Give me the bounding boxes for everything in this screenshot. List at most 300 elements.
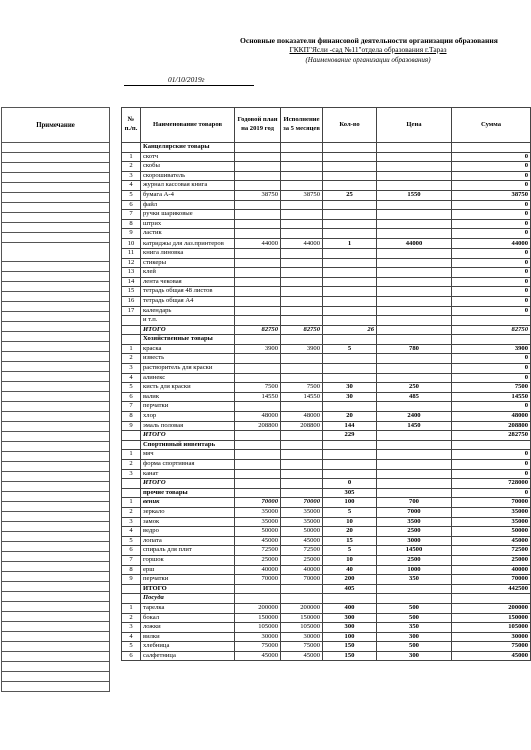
cell-qty: 26 <box>323 325 377 335</box>
cell-exec: 105000 <box>281 623 323 633</box>
cell-price: 3000 <box>377 536 452 546</box>
cell-sum: 35000 <box>452 517 531 527</box>
cell-n: 2 <box>122 507 141 517</box>
notes-row <box>2 422 110 432</box>
cell-price <box>377 469 452 479</box>
cell-sum <box>452 143 531 153</box>
cell-plan: 40000 <box>235 565 281 575</box>
cell-price <box>377 325 452 335</box>
notes-cell <box>2 302 110 312</box>
cell-sum: 70000 <box>452 575 531 585</box>
cell-price: 250 <box>377 383 452 393</box>
notes-row <box>2 352 110 362</box>
cell-exec <box>281 277 323 287</box>
cell-name: журнал кассовая книга <box>141 181 235 191</box>
cell-n <box>122 143 141 153</box>
table-row <box>122 287 531 297</box>
cell-price: 500 <box>377 642 452 652</box>
table-row <box>122 536 531 546</box>
cell-exec <box>281 479 323 489</box>
notes-cell <box>2 592 110 602</box>
notes-cell <box>2 542 110 552</box>
cell-sum: 75000 <box>452 642 531 652</box>
table-row <box>122 152 531 162</box>
table-row <box>122 651 531 661</box>
table-row <box>122 498 531 508</box>
cell-qty: 150 <box>323 642 377 652</box>
cell-name: мяч <box>141 450 235 460</box>
cell-plan <box>235 479 281 489</box>
cell-n: 5 <box>122 190 141 200</box>
cell-plan <box>235 431 281 441</box>
cell-qty <box>323 181 377 191</box>
notes-cell <box>2 213 110 223</box>
cell-sum: 0 <box>452 287 531 297</box>
cell-plan: 70000 <box>235 498 281 508</box>
table-row <box>122 210 531 220</box>
notes-row <box>2 502 110 512</box>
cell-name: растворитель для краски <box>141 364 235 374</box>
cell-sum: 72500 <box>452 546 531 556</box>
cell-sum: 0 <box>452 306 531 316</box>
notes-cell <box>2 382 110 392</box>
notes-row <box>2 532 110 542</box>
cell-qty <box>323 364 377 374</box>
col-header-qty: Кол-во <box>323 108 377 143</box>
cell-exec: 72500 <box>281 546 323 556</box>
cell-plan <box>235 229 281 239</box>
cell-price <box>377 181 452 191</box>
cell-exec <box>281 373 323 383</box>
table-row <box>122 603 531 613</box>
table-row <box>122 364 531 374</box>
cell-sum: 30000 <box>452 632 531 642</box>
cell-name: канат <box>141 469 235 479</box>
notes-row <box>2 342 110 352</box>
cell-n: 3 <box>122 623 141 633</box>
cell-exec: 208800 <box>281 421 323 431</box>
cell-sum: 0 <box>452 258 531 268</box>
cell-name: веник <box>141 498 235 508</box>
notes-row <box>2 432 110 442</box>
table-row <box>122 219 531 229</box>
cell-n: 3 <box>122 171 141 181</box>
cell-n: 4 <box>122 373 141 383</box>
cell-qty <box>323 229 377 239</box>
cell-name: и т.п. <box>141 316 235 326</box>
cell-qty: 10 <box>323 517 377 527</box>
notes-row <box>2 452 110 462</box>
cell-n: 8 <box>122 565 141 575</box>
cell-price <box>377 162 452 172</box>
cell-qty: 305 <box>323 488 377 498</box>
col-header-plan: Годовой план на 2019 год <box>235 108 281 143</box>
cell-qty: 30 <box>323 392 377 402</box>
notes-row <box>2 153 110 163</box>
cell-plan: 30000 <box>235 632 281 642</box>
cell-sum: 150000 <box>452 613 531 623</box>
cell-n: 7 <box>122 402 141 412</box>
cell-name: замок <box>141 517 235 527</box>
cell-price <box>377 296 452 306</box>
table-row <box>122 488 531 498</box>
cell-qty <box>323 594 377 604</box>
cell-qty <box>323 248 377 258</box>
cell-sum: 442500 <box>452 584 531 594</box>
cell-exec <box>281 354 323 364</box>
cell-n: 4 <box>122 181 141 191</box>
cell-exec <box>281 219 323 229</box>
cell-plan <box>235 219 281 229</box>
notes-row <box>2 382 110 392</box>
cell-plan: 48000 <box>235 412 281 422</box>
notes-cell <box>2 422 110 432</box>
cell-price <box>377 440 452 450</box>
notes-header: Примечание <box>2 108 110 143</box>
table-row <box>122 392 531 402</box>
notes-cell <box>2 632 110 642</box>
cell-n: 9 <box>122 575 141 585</box>
cell-price <box>377 488 452 498</box>
section-row <box>122 440 531 450</box>
cell-qty <box>323 143 377 153</box>
cell-name: скотч <box>141 152 235 162</box>
cell-name: штрих <box>141 219 235 229</box>
cell-exec <box>281 584 323 594</box>
goods-table <box>121 107 531 661</box>
cell-price: 1550 <box>377 190 452 200</box>
notes-cell <box>2 312 110 322</box>
notes-row <box>2 193 110 203</box>
notes-cell <box>2 322 110 332</box>
cell-plan: 14550 <box>235 392 281 402</box>
cell-n: 1 <box>122 498 141 508</box>
cell-name: форма спортивная <box>141 460 235 470</box>
table-row <box>122 354 531 364</box>
cell-n: 7 <box>122 210 141 220</box>
cell-qty: 100 <box>323 632 377 642</box>
cell-qty: 150 <box>323 651 377 661</box>
cell-plan <box>235 316 281 326</box>
cell-qty <box>323 296 377 306</box>
cell-price <box>377 373 452 383</box>
section-row <box>122 594 531 604</box>
cell-sum: 0 <box>452 229 531 239</box>
notes-cell <box>2 582 110 592</box>
table-row <box>122 325 531 335</box>
cell-sum: 0 <box>452 152 531 162</box>
cell-exec <box>281 248 323 258</box>
cell-price: 2500 <box>377 527 452 537</box>
cell-price: 3500 <box>377 517 452 527</box>
cell-price <box>377 152 452 162</box>
notes-row <box>2 442 110 452</box>
cell-qty <box>323 210 377 220</box>
cell-plan <box>235 488 281 498</box>
cell-qty <box>323 162 377 172</box>
cell-plan <box>235 373 281 383</box>
cell-n: 8 <box>122 219 141 229</box>
cell-name: хлор <box>141 412 235 422</box>
table-row <box>122 373 531 383</box>
notes-row <box>2 492 110 502</box>
col-header-sum: Сумма <box>452 108 531 143</box>
cell-exec: 25000 <box>281 555 323 565</box>
col-header-price: Цена <box>377 108 452 143</box>
notes-row <box>2 402 110 412</box>
notes-row <box>2 312 110 322</box>
notes-cell <box>2 372 110 382</box>
cell-n <box>122 440 141 450</box>
cell-plan: 35000 <box>235 507 281 517</box>
table-row <box>122 575 531 585</box>
notes-row <box>2 282 110 292</box>
notes-row <box>2 372 110 382</box>
cell-sum: 0 <box>452 488 531 498</box>
cell-exec: 45000 <box>281 651 323 661</box>
table-row <box>122 248 531 258</box>
cell-price <box>377 306 452 316</box>
table-row <box>122 632 531 642</box>
cell-exec <box>281 488 323 498</box>
notes-row <box>2 632 110 642</box>
cell-n <box>122 584 141 594</box>
cell-name: спираль для плит <box>141 546 235 556</box>
cell-exec: 50000 <box>281 527 323 537</box>
table-row <box>122 565 531 575</box>
notes-cell <box>2 173 110 183</box>
cell-n: 2 <box>122 460 141 470</box>
notes-cell <box>2 352 110 362</box>
cell-name: ИТОГО <box>141 479 235 489</box>
cell-sum: 0 <box>452 219 531 229</box>
cell-exec <box>281 152 323 162</box>
table-row <box>122 507 531 517</box>
cell-qty <box>323 316 377 326</box>
cell-sum: 0 <box>452 450 531 460</box>
cell-n: 1 <box>122 603 141 613</box>
cell-name: лента чековая <box>141 277 235 287</box>
cell-plan <box>235 364 281 374</box>
cell-name: известь <box>141 354 235 364</box>
cell-n: 10 <box>122 238 141 248</box>
cell-plan: 44000 <box>235 238 281 248</box>
cell-price <box>377 287 452 297</box>
cell-n: 9 <box>122 421 141 431</box>
table-row <box>122 450 531 460</box>
cell-exec: 82750 <box>281 325 323 335</box>
cell-sum: 0 <box>452 469 531 479</box>
cell-price: 300 <box>377 651 452 661</box>
cell-plan <box>235 402 281 412</box>
cell-exec <box>281 296 323 306</box>
cell-n: 7 <box>122 555 141 565</box>
notes-row <box>2 602 110 612</box>
cell-n: 16 <box>122 296 141 306</box>
notes-row <box>2 652 110 662</box>
notes-cell <box>2 163 110 173</box>
table-row <box>122 162 531 172</box>
cell-exec <box>281 200 323 210</box>
notes-cell <box>2 223 110 233</box>
cell-price <box>377 316 452 326</box>
notes-cell <box>2 522 110 532</box>
notes-row <box>2 392 110 402</box>
cell-qty: 300 <box>323 623 377 633</box>
cell-sum: 728000 <box>452 479 531 489</box>
notes-row <box>2 682 110 692</box>
cell-n: 2 <box>122 613 141 623</box>
cell-sum: 35000 <box>452 507 531 517</box>
cell-name: краска <box>141 344 235 354</box>
cell-price: 44000 <box>377 238 452 248</box>
cell-exec: 3900 <box>281 344 323 354</box>
organization-name <box>240 45 496 54</box>
notes-row <box>2 302 110 312</box>
col-header-name: Наименование товаров <box>141 108 235 143</box>
cell-exec <box>281 450 323 460</box>
cell-exec <box>281 335 323 345</box>
cell-qty <box>323 440 377 450</box>
cell-exec <box>281 431 323 441</box>
cell-plan: 75000 <box>235 642 281 652</box>
cell-price: 1000 <box>377 565 452 575</box>
table-row <box>122 642 531 652</box>
notes-row <box>2 582 110 592</box>
notes-cell <box>2 342 110 352</box>
cell-name: файл <box>141 200 235 210</box>
cell-name: ложки <box>141 623 235 633</box>
cell-exec <box>281 364 323 374</box>
cell-name: календарь <box>141 306 235 316</box>
cell-plan <box>235 277 281 287</box>
notes-cell <box>2 362 110 372</box>
cell-sum: 0 <box>452 373 531 383</box>
report-date: 01/10/2019г <box>168 75 205 84</box>
cell-name: ручки шариковые <box>141 210 235 220</box>
cell-n: 6 <box>122 546 141 556</box>
cell-price <box>377 460 452 470</box>
cell-name: кисть для краски <box>141 383 235 393</box>
cell-price <box>377 200 452 210</box>
cell-name: хлебница <box>141 642 235 652</box>
cell-sum <box>452 335 531 345</box>
notes-cell <box>2 143 110 153</box>
cell-sum: 7500 <box>452 383 531 393</box>
cell-price <box>377 402 452 412</box>
cell-sum: 38750 <box>452 190 531 200</box>
notes-cell <box>2 442 110 452</box>
cell-price: 1450 <box>377 421 452 431</box>
cell-qty: 5 <box>323 344 377 354</box>
table-row <box>122 421 531 431</box>
cell-name: ерш <box>141 565 235 575</box>
cell-price: 700 <box>377 498 452 508</box>
cell-sum: 0 <box>452 248 531 258</box>
table-row <box>122 200 531 210</box>
table-row <box>122 613 531 623</box>
cell-price <box>377 219 452 229</box>
table-row <box>122 555 531 565</box>
cell-price: 300 <box>377 632 452 642</box>
notes-cell <box>2 502 110 512</box>
notes-row <box>2 622 110 632</box>
notes-cell <box>2 452 110 462</box>
cell-sum: 70000 <box>452 498 531 508</box>
cell-qty <box>323 469 377 479</box>
cell-sum <box>452 440 531 450</box>
organization-caption: (Наименование организации образования) <box>305 56 431 64</box>
notes-cell <box>2 472 110 482</box>
cell-price <box>377 143 452 153</box>
cell-exec: 150000 <box>281 613 323 623</box>
cell-name: ведро <box>141 527 235 537</box>
cell-sum: 0 <box>452 460 531 470</box>
notes-cell <box>2 282 110 292</box>
cell-price <box>377 171 452 181</box>
cell-plan <box>235 248 281 258</box>
cell-plan <box>235 171 281 181</box>
notes-cell <box>2 272 110 282</box>
cell-sum <box>452 316 531 326</box>
cell-exec <box>281 440 323 450</box>
cell-price <box>377 364 452 374</box>
table-row <box>122 412 531 422</box>
cell-sum: 282750 <box>452 431 531 441</box>
cell-price <box>377 354 452 364</box>
cell-sum: 3900 <box>452 344 531 354</box>
cell-sum: 105000 <box>452 623 531 633</box>
table-row <box>122 296 531 306</box>
notes-row <box>2 233 110 243</box>
cell-name: лопата <box>141 536 235 546</box>
cell-exec <box>281 210 323 220</box>
cell-qty: 400 <box>323 603 377 613</box>
cell-n: 6 <box>122 651 141 661</box>
cell-n <box>122 431 141 441</box>
cell-plan <box>235 460 281 470</box>
table-row <box>122 268 531 278</box>
cell-qty: 30 <box>323 383 377 393</box>
cell-exec: 40000 <box>281 565 323 575</box>
cell-price: 350 <box>377 623 452 633</box>
notes-row <box>2 143 110 153</box>
cell-sum: 0 <box>452 171 531 181</box>
cell-sum: 0 <box>452 277 531 287</box>
notes-row <box>2 173 110 183</box>
notes-row <box>2 332 110 342</box>
cell-qty: 0 <box>323 479 377 489</box>
notes-cell <box>2 462 110 472</box>
cell-plan <box>235 354 281 364</box>
cell-n: 1 <box>122 450 141 460</box>
notes-cell <box>2 682 110 692</box>
notes-row <box>2 292 110 302</box>
cell-plan <box>235 258 281 268</box>
cell-exec <box>281 306 323 316</box>
notes-cell <box>2 262 110 272</box>
cell-sum: 0 <box>452 268 531 278</box>
cell-qty: 25 <box>323 190 377 200</box>
cell-plan <box>235 200 281 210</box>
notes-cell <box>2 153 110 163</box>
cell-exec: 75000 <box>281 642 323 652</box>
cell-n: 3 <box>122 517 141 527</box>
notes-cell <box>2 193 110 203</box>
cell-name: клей <box>141 268 235 278</box>
cell-qty <box>323 200 377 210</box>
cell-sum: 200000 <box>452 603 531 613</box>
